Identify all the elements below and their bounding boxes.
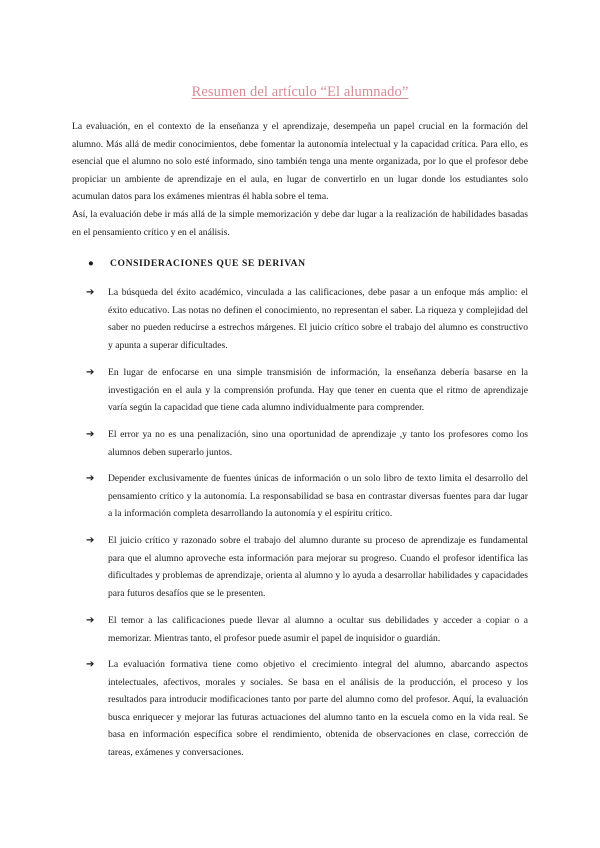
list-item-text: El juicio crítico y razonado sobre el trabajo del alumno durante su proceso de aprendizaje es fundamental para que el alumno aproveche esta información para mejorar su progreso. Cuando el profesor identifica las dificultades y problemas de aprendizaje, orienta al alumno y lo ayuda a desarrollar habilidades y capacidades para futuros desafíos que se le presenten. xyxy=(108,535,528,599)
arrow-right-icon: ➔ xyxy=(86,429,95,440)
list-item-text: Depender exclusivamente de fuentes únicas de información o un solo libro de texto limita el desarrollo del pensamiento crítico y la autonomía. La responsabilidad se basa en contrastar diversas fuentes para dar lugar a la información completa desarrollando la autonomía y el espíritu crítico. xyxy=(108,473,528,520)
arrow-right-icon: ➔ xyxy=(86,615,95,626)
section-heading xyxy=(88,258,306,269)
list-item-text: La evaluación formativa tiene como objetivo el crecimiento integral del alumno, abarcando aspectos intelectuales, afectivos, morales y sociales. Se basa en el análisis de la producción, el proceso y los resultados para introducir modificaciones tanto por parte del alumno como del profesor. Aquí, la evaluación busca enriquecer y mejorar las futuras actuaciones del alumno tanto en la escuela como en la vida real. Se basa en información específica sobre el rendimiento, obtenida de observaciones en clase, corrección de tareas, exámenes y conversaciones. xyxy=(108,659,528,758)
intro-paragraph-1: La evaluación, en el contexto de la enseñanza y el aprendizaje, desempeña un papel crucial en la formación del alumno. Más allá de medir conocimientos, debe fomentar la autonomía intelectual y la capacidad crítica. Para ello, es esencial que el alumno no solo esté informado, sino también tenga una mente organizada, por lo que el profesor debe propiciar un ambiente de aprendizaje en el aula, en lugar de convertirlo en un lugar donde los estudiantes solo acumulan datos para los exámenes mientras él habla sobre el tema. xyxy=(72,121,528,203)
document-title: Resumen del artículo “El alumnado” xyxy=(191,84,409,100)
list-item xyxy=(86,612,528,647)
list-item xyxy=(86,284,528,354)
arrow-right-icon: ➔ xyxy=(86,473,95,484)
arrow-right-icon: ➔ xyxy=(86,535,95,546)
list-item-text: En lugar de enfocarse en una simple transmisión de información, la enseñanza debería basarse en la investigación en el aula y la comprensión profunda. Hay que tener en cuenta que el ritmo de aprendizaje varía según la capacidad que tiene cada alumno individualmente para comprender. xyxy=(108,367,528,414)
list-item xyxy=(86,364,528,417)
list-item-text: El error ya no es una penalización, sino una oportunidad de aprendizaje ,y tanto los profesores como los alumnos deben superarlo juntos. xyxy=(108,429,528,458)
intro-paragraph-2: Así, la evaluación debe ir más allá de la simple memorización y debe dar lugar a la realización de habilidades basadas en el pensamiento crítico y en el análisis. xyxy=(72,209,528,238)
bullet-icon: ● xyxy=(88,258,95,269)
list-item-text: El temor a las calificaciones puede llevar al alumno a ocultar sus debilidades y acceder a copiar o a memorizar. Mientras tanto, el profesor puede asumir el papel de inquisidor o guardián. xyxy=(108,615,528,644)
section-heading-text: CONSIDERACIONES QUE SE DERIVAN xyxy=(110,258,306,269)
list-item xyxy=(86,426,528,461)
list-item xyxy=(86,532,528,602)
arrow-right-icon: ➔ xyxy=(86,367,95,378)
list-item xyxy=(86,470,528,523)
list-item xyxy=(86,656,528,762)
list-item-text: La búsqueda del éxito académico, vinculada a las calificaciones, debe pasar a un enfoque más amplio: el éxito educativo. Las notas no definen el conocimiento, no representan el saber. La riqueza y complejidad del saber no pueden reducirse a estrechos márgenes. El juicio crítico sobre el trabajo del alumno es constructivo y apunta a superar dificultades. xyxy=(108,287,528,351)
arrow-right-icon: ➔ xyxy=(86,659,95,670)
arrow-right-icon: ➔ xyxy=(86,287,95,298)
